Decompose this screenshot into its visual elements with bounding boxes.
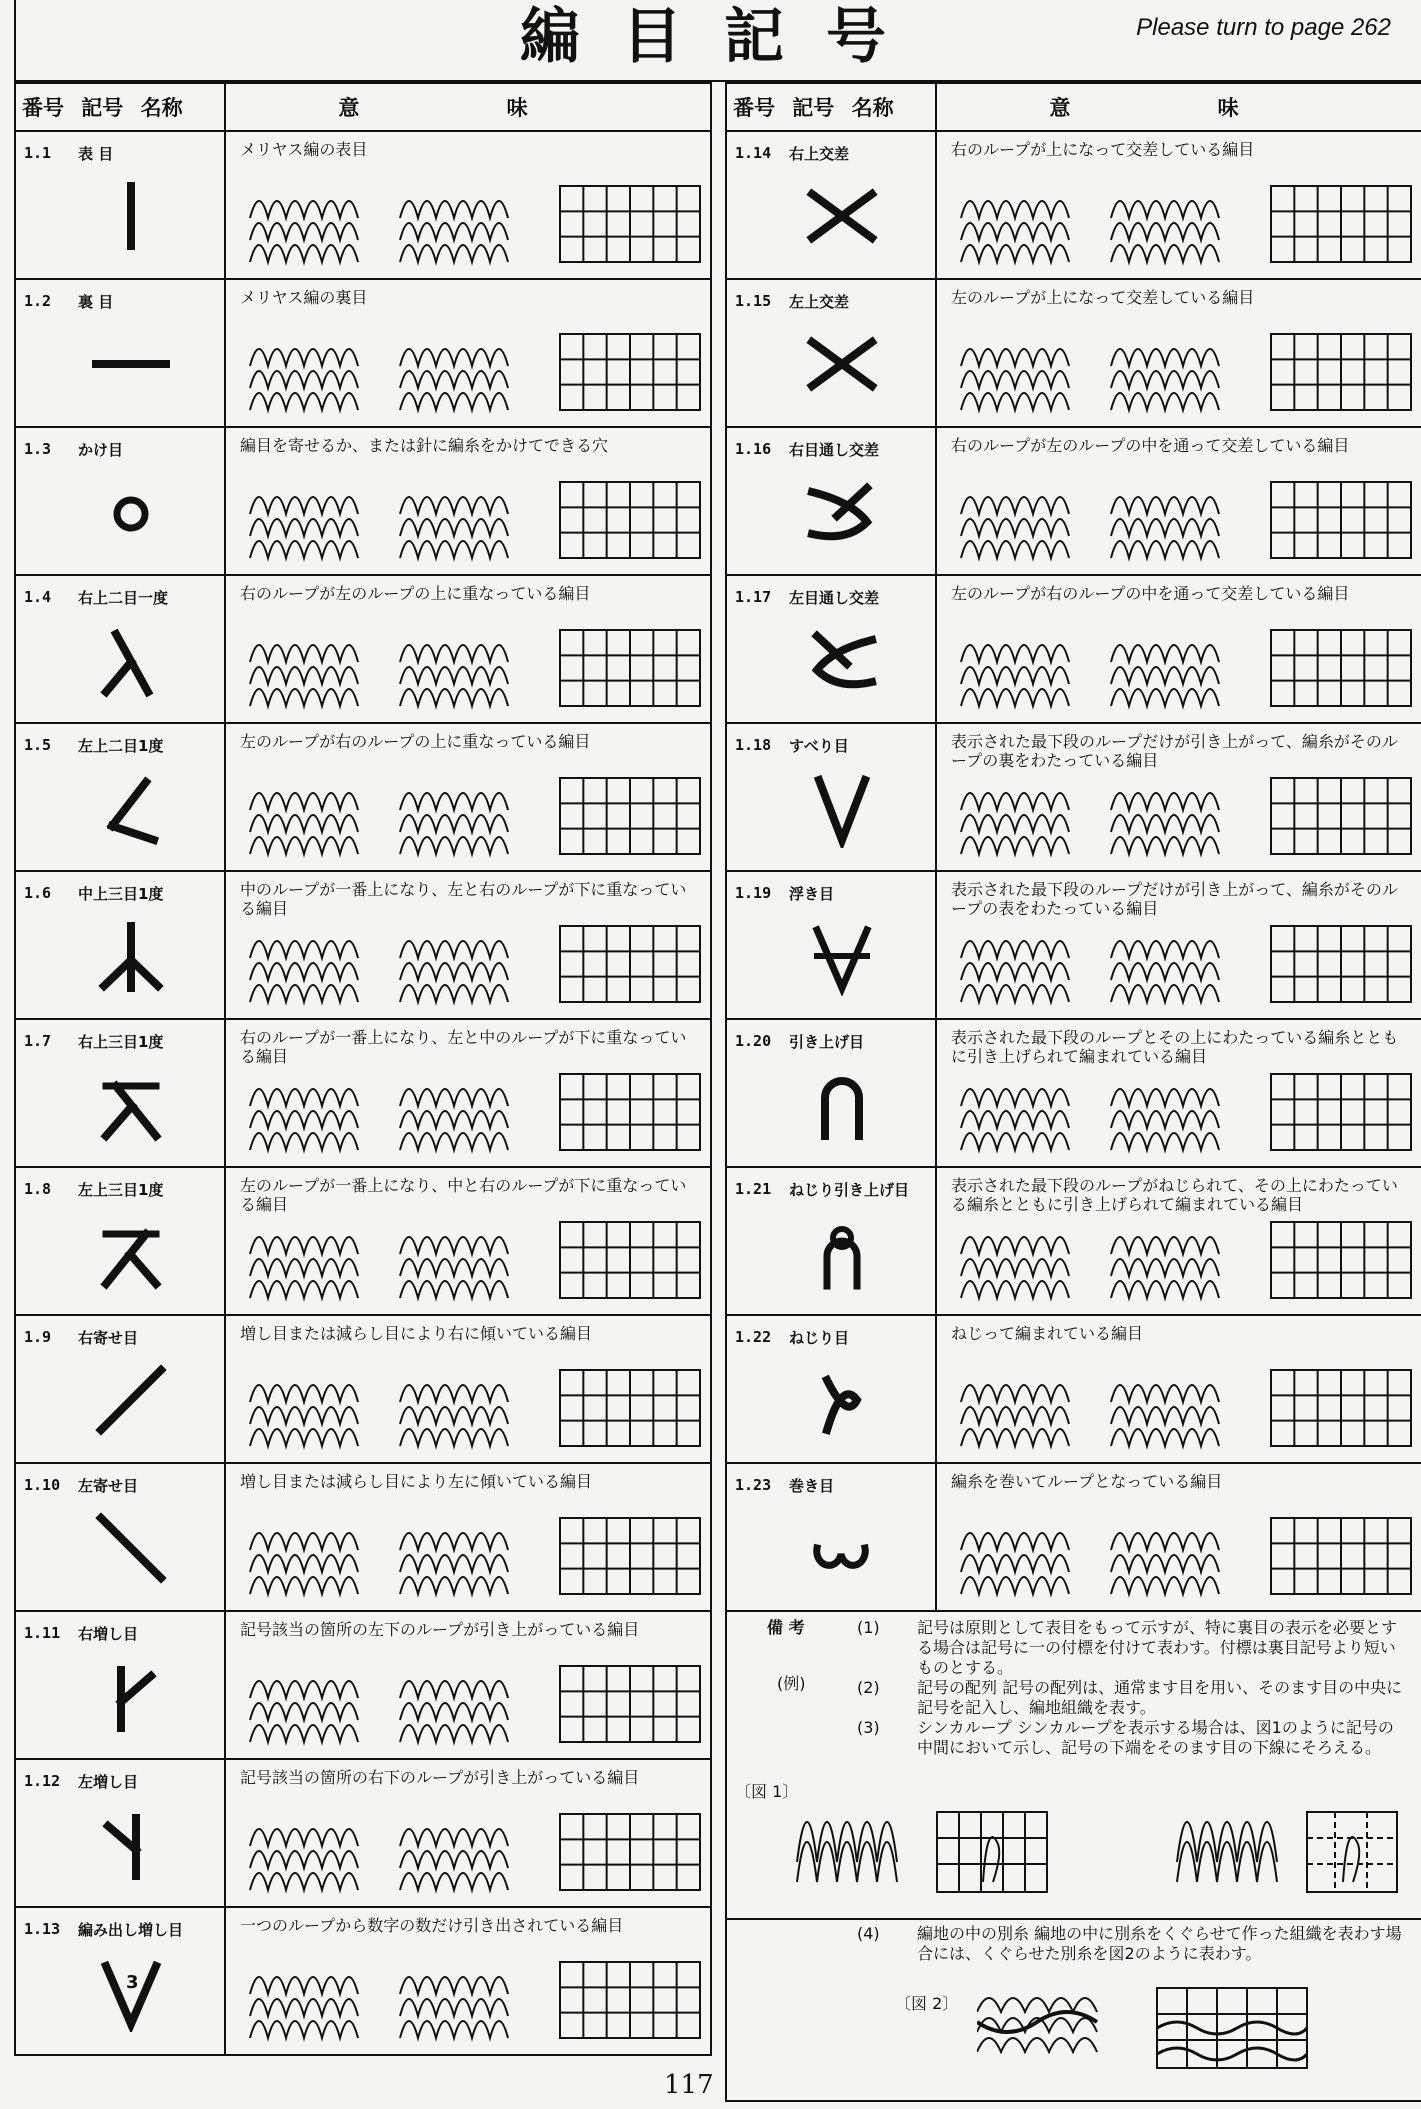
symbol-number: 1.20 (735, 1032, 772, 1050)
meaning-cell (225, 1611, 711, 1759)
stitch-symbol-icon (787, 1212, 897, 1292)
meaning-text: 表示された最下段のループがねじられて、その上にわたっている編糸とともに引き上げられて編まれている編目 (951, 1176, 1398, 1214)
stitch-symbol-icon (787, 176, 897, 256)
symbol-number: 1.18 (735, 736, 772, 754)
meaning-cell (936, 1167, 1421, 1315)
symbol-name: 右上交差 (789, 145, 850, 163)
stitch-diagram-illustration (240, 770, 710, 862)
header-meaning: 意 味 (225, 83, 711, 131)
symbol-name: 表 目 (78, 145, 114, 163)
meaning-cell (936, 1315, 1421, 1463)
stitch-diagram-illustration (240, 1510, 710, 1602)
meaning-text: 一つのループから数字の数だけ引き出されている編目 (240, 1916, 624, 1935)
symbol-row (15, 871, 711, 1019)
table-header-row (15, 83, 711, 131)
symbol-number: 1.1 (24, 144, 52, 162)
symbol-row (726, 279, 1421, 427)
page-number: 117 (664, 2070, 714, 2100)
symbol-cell (726, 1315, 936, 1463)
header-meaning: 意 味 (936, 83, 1421, 131)
stitch-diagram-illustration (240, 474, 710, 566)
meaning-text: 左のループが一番上になり、中と右のループが下に重なっている編目 (240, 1176, 687, 1214)
meaning-cell (225, 1907, 711, 2055)
symbol-name: 左上交差 (789, 293, 850, 311)
symbol-name: 中上三目1度 (78, 885, 164, 903)
symbol-cell (15, 427, 225, 575)
table-header-row (726, 83, 1421, 131)
symbol-cell (15, 131, 225, 279)
stitch-symbol-icon (76, 176, 186, 256)
stitch-symbol-icon (76, 1360, 186, 1440)
symbol-name: 左目通し交差 (789, 589, 880, 607)
remark-number-3: (3) (857, 1718, 880, 1737)
symbol-cell (15, 1907, 225, 2055)
meaning-text: 左のループが右のループの中を通って交差している編目 (951, 584, 1350, 603)
symbol-number: 1.7 (24, 1032, 52, 1050)
symbol-number: 1.6 (24, 884, 52, 902)
symbol-cell (726, 1019, 936, 1167)
left-symbol-table (14, 82, 712, 2056)
meaning-text: 中のループが一番上になり、左と右のループが下に重なっている編目 (240, 880, 687, 918)
symbol-name: 浮き目 (789, 885, 835, 903)
stitch-symbol-icon (787, 768, 897, 848)
header-number-symbol-name: 番号 記号 名称 (726, 83, 936, 131)
symbol-row (726, 427, 1421, 575)
symbol-row (726, 723, 1421, 871)
symbol-number: 1.22 (735, 1328, 772, 1346)
stitch-symbol-icon (787, 472, 897, 552)
symbol-name: 編み出し増し目 (78, 1921, 184, 1939)
symbol-number: 1.19 (735, 884, 772, 902)
symbol-name: 引き上げ目 (789, 1033, 865, 1051)
symbol-number: 1.23 (735, 1476, 772, 1494)
symbol-cell (15, 575, 225, 723)
meaning-text: 記号該当の箇所の右下のループが引き上がっている編目 (240, 1768, 640, 1787)
meaning-text: メリヤス編の表目 (240, 140, 368, 159)
symbol-cell (726, 131, 936, 279)
figure-1-label: 〔図 1〕 (735, 1782, 799, 1801)
stitch-symbol-icon (787, 1508, 897, 1588)
symbol-number: 1.8 (24, 1180, 52, 1198)
symbol-number: 1.12 (24, 1772, 61, 1790)
symbol-row (726, 575, 1421, 723)
meaning-cell (225, 1019, 711, 1167)
symbol-name: 左増し目 (78, 1773, 139, 1791)
symbol-name: 左寄せ目 (78, 1477, 139, 1495)
symbol-name: 巻き目 (789, 1477, 835, 1495)
stitch-symbol-icon (76, 1656, 186, 1736)
stitch-symbol-icon (76, 620, 186, 700)
symbol-number: 1.16 (735, 440, 772, 458)
stitch-symbol-icon (787, 916, 897, 996)
symbol-number: 1.5 (24, 736, 52, 754)
figure-2-label: 〔図 2〕 (895, 1994, 959, 2013)
remark-text-4: 編地の中の別糸 編地の中に別糸をくぐらせて作った組織を表わす場合には、くぐらせた別糸を図2のように表わす。 (917, 1924, 1402, 1963)
meaning-cell (225, 871, 711, 1019)
stitch-diagram-illustration (240, 1658, 710, 1750)
meaning-text: 右のループが一番上になり、左と中のループが下に重なっている編目 (240, 1028, 687, 1066)
stitch-diagram-illustration (951, 770, 1421, 862)
svg-text:3: 3 (126, 1972, 139, 1993)
symbol-number: 1.10 (24, 1476, 61, 1494)
symbol-row (15, 575, 711, 723)
remark-number-4: (4) (857, 1924, 880, 1943)
meaning-cell (225, 723, 711, 871)
stitch-diagram-illustration (240, 918, 710, 1010)
figure-1-illustration (787, 1792, 1407, 1902)
symbol-number: 1.21 (735, 1180, 772, 1198)
symbol-cell (726, 575, 936, 723)
stitch-symbol-icon (76, 916, 186, 996)
meaning-text: 増し目または減らし目により右に傾いている編目 (240, 1324, 593, 1343)
symbol-cell (726, 723, 936, 871)
meaning-text: メリヤス編の裏目 (240, 288, 368, 307)
stitch-diagram-illustration (951, 622, 1421, 714)
stitch-symbol-icon (787, 1064, 897, 1144)
stitch-diagram-illustration (240, 1806, 710, 1898)
symbol-cell (15, 871, 225, 1019)
symbol-number: 1.3 (24, 440, 52, 458)
meaning-cell (936, 1019, 1421, 1167)
symbol-row (15, 723, 711, 871)
stitch-diagram-illustration (240, 1214, 710, 1306)
stitch-symbol-icon (787, 620, 897, 700)
meaning-cell (225, 1759, 711, 1907)
symbol-number: 1.17 (735, 588, 772, 606)
meaning-cell (225, 575, 711, 723)
meaning-cell (225, 1463, 711, 1611)
meaning-text: 編目を寄せるか、または針に編糸をかけてできる穴 (240, 436, 609, 455)
page-reference-note: Please turn to page 262 (1136, 14, 1391, 41)
symbol-row (726, 1167, 1421, 1315)
symbol-name: すべり目 (789, 737, 849, 755)
symbol-row (726, 1315, 1421, 1463)
stitch-diagram-illustration (951, 1362, 1421, 1454)
meaning-cell (225, 1315, 711, 1463)
meaning-text: 表示された最下段のループだけが引き上がって、編糸がそのループの表をわたっている編目 (951, 880, 1398, 918)
meaning-text: 左のループが右のループの上に重なっている編目 (240, 732, 591, 751)
remarks-divider (727, 1918, 1421, 1920)
symbol-number: 1.11 (24, 1624, 61, 1642)
remark-text-3: シンカループ シンカループを表示する場合は、図1のように記号の中間において示し、記号の下端をそのます目の下線にそろえる。 (917, 1718, 1394, 1757)
meaning-cell (225, 131, 711, 279)
meaning-text: 左のループが上になって交差している編目 (951, 288, 1255, 307)
symbol-cell (726, 279, 936, 427)
symbol-cell (726, 871, 936, 1019)
stitch-symbol-icon (76, 1952, 186, 2032)
symbol-cell (726, 1167, 936, 1315)
symbol-row (726, 1019, 1421, 1167)
meaning-text: 表示された最下段のループとその上にわたっている編糸とともに引き上げられて編まれている編目 (951, 1028, 1399, 1066)
meaning-cell (936, 131, 1421, 279)
remarks-section (725, 1612, 1421, 2102)
symbol-row (15, 1019, 711, 1167)
meaning-cell (936, 427, 1421, 575)
meaning-text: 表示された最下段のループだけが引き上がって、編糸がそのループの裏をわたっている編目 (951, 732, 1398, 770)
symbol-number: 1.14 (735, 144, 772, 162)
meaning-text: 記号該当の箇所の左下のループが引き上がっている編目 (240, 1620, 640, 1639)
figure-2-illustration (977, 1982, 1317, 2072)
symbol-row (726, 1463, 1421, 1611)
symbol-cell (15, 279, 225, 427)
meaning-cell (225, 427, 711, 575)
meaning-cell (936, 723, 1421, 871)
symbol-row (15, 1315, 711, 1463)
symbol-cell (726, 1463, 936, 1611)
stitch-diagram-illustration (951, 1066, 1421, 1158)
symbol-row (726, 871, 1421, 1019)
stitch-diagram-illustration (951, 178, 1421, 270)
meaning-cell (936, 575, 1421, 723)
stitch-diagram-illustration (951, 326, 1421, 418)
stitch-diagram-illustration (240, 622, 710, 714)
stitch-diagram-illustration (240, 1066, 710, 1158)
remark-number-2: (2) (857, 1678, 880, 1697)
symbol-number: 1.15 (735, 292, 772, 310)
symbol-row (15, 427, 711, 575)
stitch-diagram-illustration (240, 178, 710, 270)
symbol-cell (15, 1611, 225, 1759)
stitch-diagram-illustration (240, 1362, 710, 1454)
remarks-label: 備 考 (767, 1618, 805, 1637)
symbol-number: 1.13 (24, 1920, 61, 1938)
symbol-cell (15, 1019, 225, 1167)
symbol-row (15, 1463, 711, 1611)
symbol-row (726, 131, 1421, 279)
meaning-cell (225, 1167, 711, 1315)
meaning-cell (936, 871, 1421, 1019)
meaning-text: ねじって編まれている編目 (951, 1324, 1144, 1343)
symbol-cell (15, 723, 225, 871)
meaning-text: 増し目または減らし目により左に傾いている編目 (240, 1472, 593, 1491)
stitch-diagram-illustration (240, 1954, 710, 2046)
symbol-row (15, 1907, 711, 2055)
meaning-text: 右のループが上になって交差している編目 (951, 140, 1255, 159)
symbol-row (15, 131, 711, 279)
stitch-diagram-illustration (951, 474, 1421, 566)
remark-text-2: 記号の配列 記号の配列は、通常ます目を用い、そのます目の中央に記号を記入し、編地組織を表す。 (917, 1678, 1403, 1717)
stitch-diagram-illustration (951, 1510, 1421, 1602)
symbol-name: ねじり引き上げ目 (789, 1181, 910, 1199)
meaning-cell (936, 1463, 1421, 1611)
remark-number-1: (1) (857, 1618, 880, 1637)
meaning-cell (225, 279, 711, 427)
stitch-symbol-icon (76, 1212, 186, 1292)
symbol-cell (15, 1315, 225, 1463)
symbol-name: 左上三目1度 (78, 1181, 164, 1199)
meaning-text: 編糸を巻いてループとなっている編目 (951, 1472, 1223, 1491)
symbol-name: ねじり目 (789, 1329, 850, 1347)
symbol-name: 左上二目1度 (78, 737, 164, 755)
meaning-text: 右のループが左のループの中を通って交差している編目 (951, 436, 1350, 455)
symbol-name: 右上三目1度 (78, 1033, 164, 1051)
symbol-number: 1.2 (24, 292, 52, 310)
right-symbol-table (725, 82, 1421, 1612)
symbol-name: 右上二目一度 (78, 589, 169, 607)
remarks-example-label: (例) (777, 1674, 806, 1693)
symbol-name: 右寄せ目 (78, 1329, 139, 1347)
stitch-symbol-icon (76, 324, 186, 404)
symbol-number: 1.9 (24, 1328, 52, 1346)
symbol-name: 右増し目 (78, 1625, 139, 1643)
stitch-symbol-icon (76, 472, 186, 552)
symbol-name: 裏 目 (78, 293, 114, 311)
stitch-diagram-illustration (951, 1214, 1421, 1306)
header-number-symbol-name: 番号 記号 名称 (15, 83, 225, 131)
symbol-name: かけ目 (78, 441, 124, 459)
frame-left-edge (14, 0, 16, 82)
symbol-number: 1.4 (24, 588, 52, 606)
meaning-cell (936, 279, 1421, 427)
stitch-symbol-icon (787, 324, 897, 404)
symbol-row (15, 1167, 711, 1315)
symbol-name: 右目通し交差 (789, 441, 880, 459)
symbol-cell (726, 427, 936, 575)
symbol-row (15, 279, 711, 427)
stitch-symbol-icon (787, 1360, 897, 1440)
symbol-row (15, 1759, 711, 1907)
stitch-diagram-illustration (951, 918, 1421, 1010)
symbol-cell (15, 1759, 225, 1907)
page-title: 編目記号 (520, 2, 928, 72)
meaning-text: 右のループが左のループの上に重なっている編目 (240, 584, 591, 603)
remark-text-1: 記号は原則として表目をもって示すが、特に裏目の表示を必要とする場合は記号に一の付標を付けて表わす。付標は裏目記号より短いものとする。 (917, 1618, 1398, 1677)
stitch-symbol-icon (76, 1508, 186, 1588)
symbol-cell (15, 1463, 225, 1611)
symbol-cell (15, 1167, 225, 1315)
stitch-symbol-icon (76, 768, 186, 848)
stitch-diagram-illustration (240, 326, 710, 418)
stitch-symbol-icon (76, 1064, 186, 1144)
symbol-row (15, 1611, 711, 1759)
stitch-symbol-icon (76, 1804, 186, 1884)
